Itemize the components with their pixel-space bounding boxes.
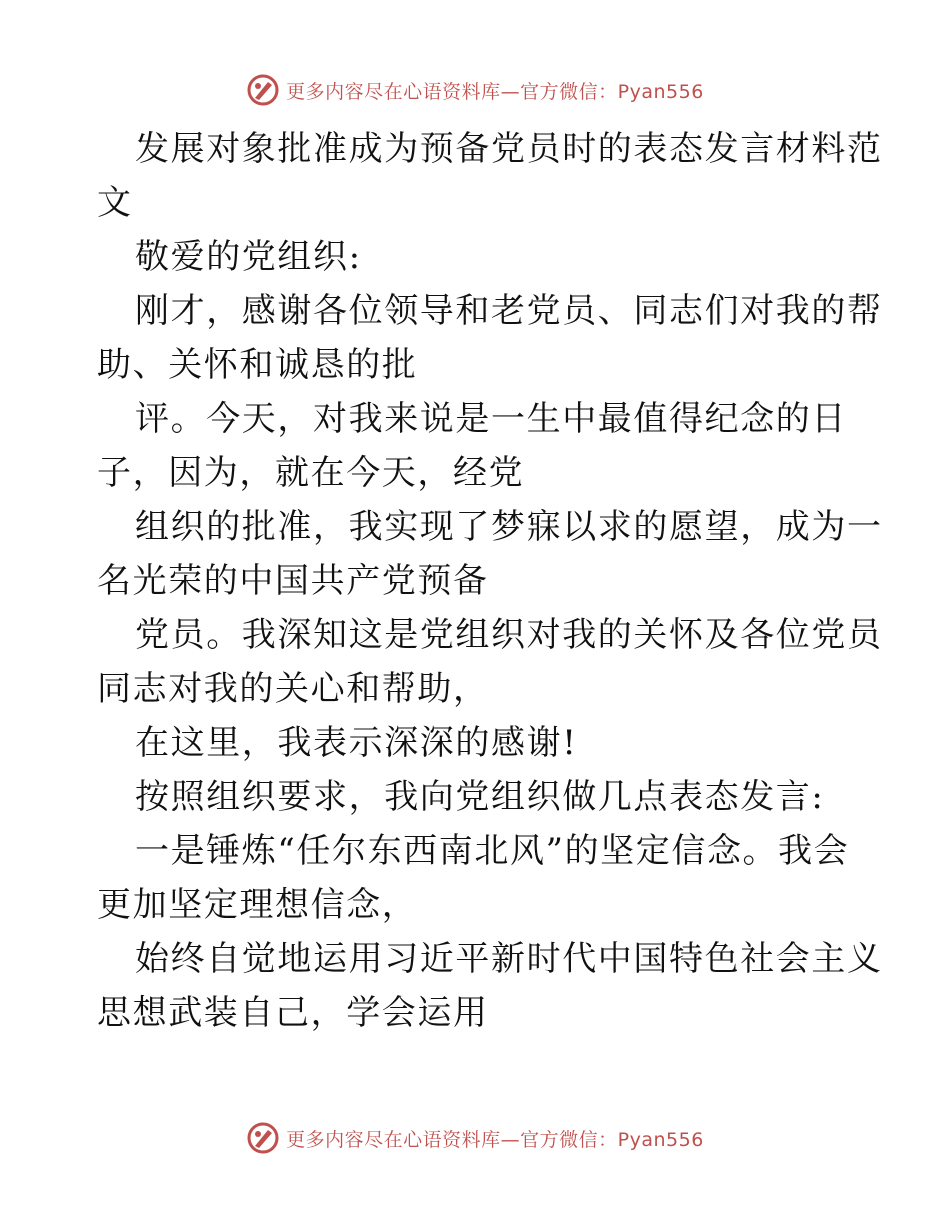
- text-line: 更加坚定理想信念，: [97, 885, 418, 925]
- banner-wechat-text: 官方微信：Pyan556: [520, 1128, 704, 1151]
- banner-text: [286, 77, 704, 104]
- text-line: 子，因为，就在今天，经党: [97, 453, 525, 493]
- text-line: 助、关怀和诚恳的批: [97, 345, 418, 385]
- document-body: [97, 122, 883, 1040]
- text-line: 名光荣的中国共产党预备: [97, 561, 489, 601]
- text-line: 一是锤炼“任尔东西南北风”的坚定信念。我会: [135, 831, 850, 871]
- banner-site-text: 更多内容尽在心语资料库: [286, 1128, 501, 1151]
- text-line: 始终自觉地运用习近平新时代中国特色社会主义: [135, 939, 883, 979]
- banner-site-text: 更多内容尽在心语资料库: [286, 80, 501, 103]
- banner-separator: —: [500, 80, 521, 103]
- text-line: 思想武装自己，学会运用: [97, 993, 489, 1033]
- text-line: 在这里，我表示深深的感谢!: [135, 723, 578, 763]
- banner-separator: —: [500, 1128, 521, 1151]
- quill-logo-icon: [246, 1121, 280, 1155]
- footer-banner: [0, 1118, 950, 1158]
- banner-text: [286, 1125, 704, 1152]
- quill-logo-icon: [246, 73, 280, 107]
- text-line: 同志对我的关心和帮助，: [97, 669, 489, 709]
- text-line: 文: [97, 183, 133, 223]
- text-line: 刚才，感谢各位领导和老党员、同志们对我的帮: [135, 291, 883, 331]
- text-line: 评。今天，对我来说是一生中最值得纪念的日: [135, 399, 847, 439]
- text-line: 组织的批准，我实现了梦寐以求的愿望，成为一: [135, 507, 883, 547]
- banner-wechat-text: 官方微信：Pyan556: [520, 80, 704, 103]
- text-line: 按照组织要求，我向党组织做几点表态发言:: [135, 777, 825, 817]
- text-line: 发展对象批准成为预备党员时的表态发言材料范: [135, 129, 883, 169]
- text-line: 敬爱的党组织:: [135, 237, 362, 277]
- text-line: 党员。我深知这是党组织对我的关怀及各位党员: [135, 615, 883, 655]
- header-banner: [0, 70, 950, 110]
